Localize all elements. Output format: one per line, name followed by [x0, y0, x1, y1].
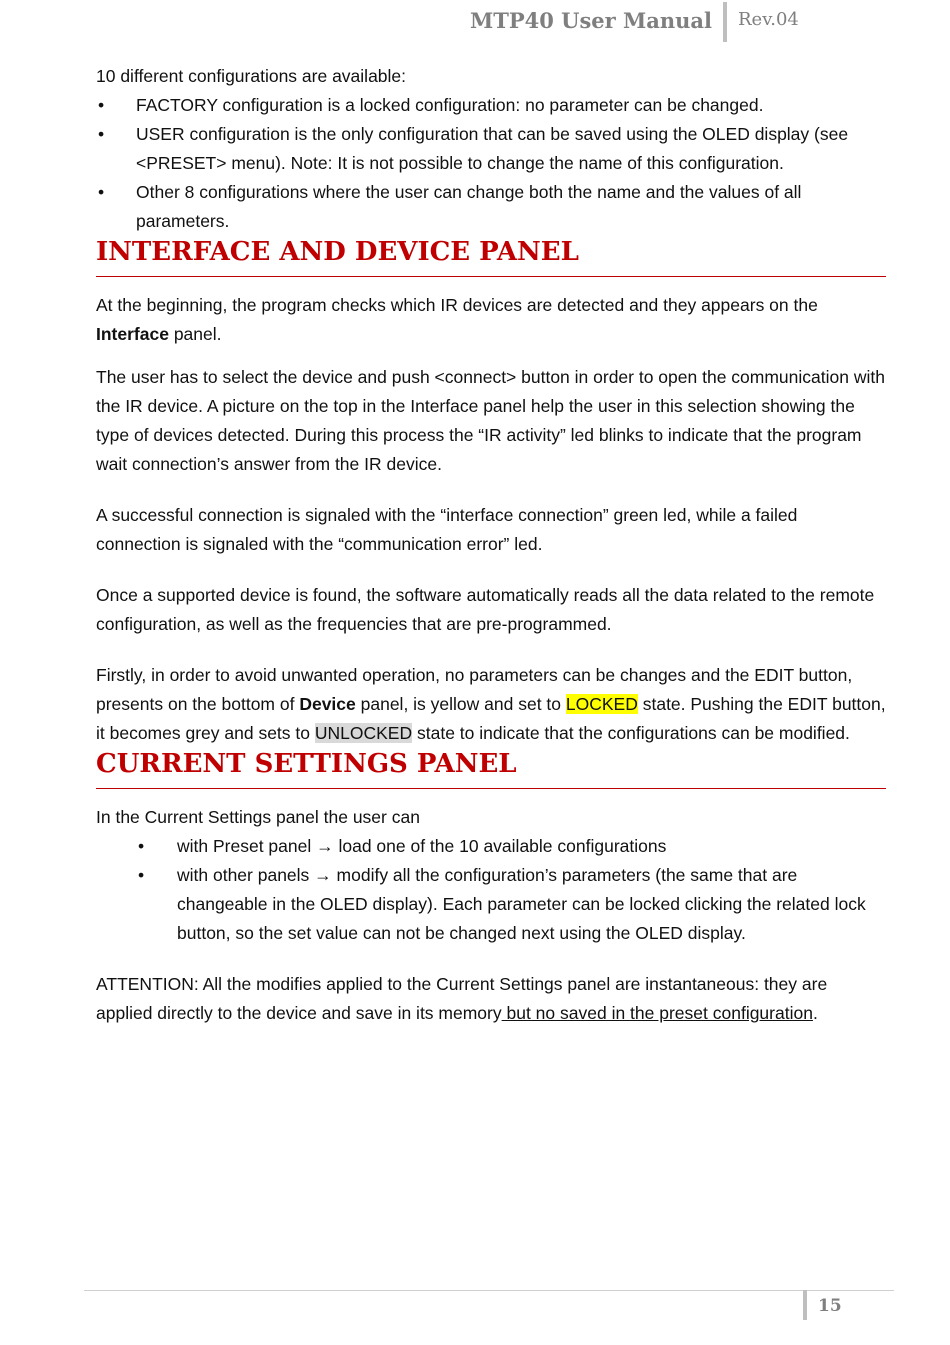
section-heading-current-settings: CURRENT SETTINGS PANEL	[96, 748, 886, 789]
current-settings-list	[96, 832, 886, 948]
list-item: • USER configuration is the only configuration that can be saved using the OLED display (see <PRESET> menu). Note: It is not possible to change the name of this configuration.	[96, 120, 886, 178]
interface-paragraph-4: Once a supported device is found, the software automatically reads all the data related to the remote configuration, as well as the frequencies that are pre-programmed.	[96, 585, 875, 634]
text-run: Firstly, in order to avoid unwanted operation, no parameters can be changes and the EDIT button, presents on the bottom of	[96, 665, 853, 714]
page-number: 15	[818, 1296, 842, 1316]
interface-paragraph-3: A successful connection is signaled with the “interface connection” green led, while a failed connection is signaled with the “communication error” led.	[96, 505, 798, 554]
list-item: • Other 8 configurations where the user can change both the name and the values of all parameters.	[96, 178, 886, 236]
footer-page-separator	[803, 1290, 807, 1320]
list-item: • with Preset panel → load one of the 10 available configurations	[96, 832, 886, 861]
text-run: .	[812, 1003, 818, 1023]
footer-divider	[84, 1290, 894, 1291]
text-run: state. Pushing the EDIT button, it becomes grey and sets to	[96, 694, 886, 743]
unlocked-highlight: UNLOCKED	[314, 723, 413, 743]
list-item: • FACTORY configuration is a locked configuration: no parameter can be changed.	[96, 91, 886, 120]
current-settings-intro: In the Current Settings panel the user can	[96, 807, 420, 827]
document-title: MTP40 User Manual	[469, 8, 712, 33]
revision-label: Rev.04	[738, 9, 799, 30]
page-content	[96, 62, 886, 1028]
intro-text: 10 different configurations are available:	[96, 66, 407, 86]
text-run: ATTENTION: All the modifies applied to the Current Settings panel are instantaneous: they are applied directly to the device and save in its memory	[96, 974, 828, 1023]
locked-highlight: LOCKED	[565, 694, 638, 714]
text-run: panel, is yellow and set to	[355, 694, 566, 714]
section-heading-interface: INTERFACE AND DEVICE PANEL	[96, 236, 886, 277]
interface-paragraph-1	[96, 291, 886, 349]
interface-paragraph-2: The user has to select the device and push <connect> button in order to open the communication with the IR device. A picture on the top in the Interface panel help the user in this selection showing the type of devices detected. During this process the “IR activity” led blinks to indicate that the program wait connection’s answer from the IR device.	[96, 367, 885, 474]
header-divider	[723, 2, 727, 42]
configuration-list	[96, 91, 886, 236]
bold-term-device: Device	[299, 694, 356, 714]
list-item: • with other panels → modify all the configuration’s parameters (the same that are changeable in the OLED display). Each parameter can be locked clicking the related lock button, so the set value can not be changed next using the OLED display.	[96, 861, 886, 948]
text-run: state to indicate that the configurations can be modified.	[412, 723, 850, 743]
underlined-note: but no saved in the preset configuration	[501, 1003, 813, 1023]
text-run: At the beginning, the program checks which IR devices are detected and they appears on the	[96, 295, 818, 315]
bold-term-interface: Interface	[96, 324, 169, 344]
attention-paragraph	[96, 970, 886, 1028]
page-header	[0, 0, 950, 46]
interface-paragraph-5	[96, 661, 886, 748]
text-run: panel.	[168, 324, 222, 344]
